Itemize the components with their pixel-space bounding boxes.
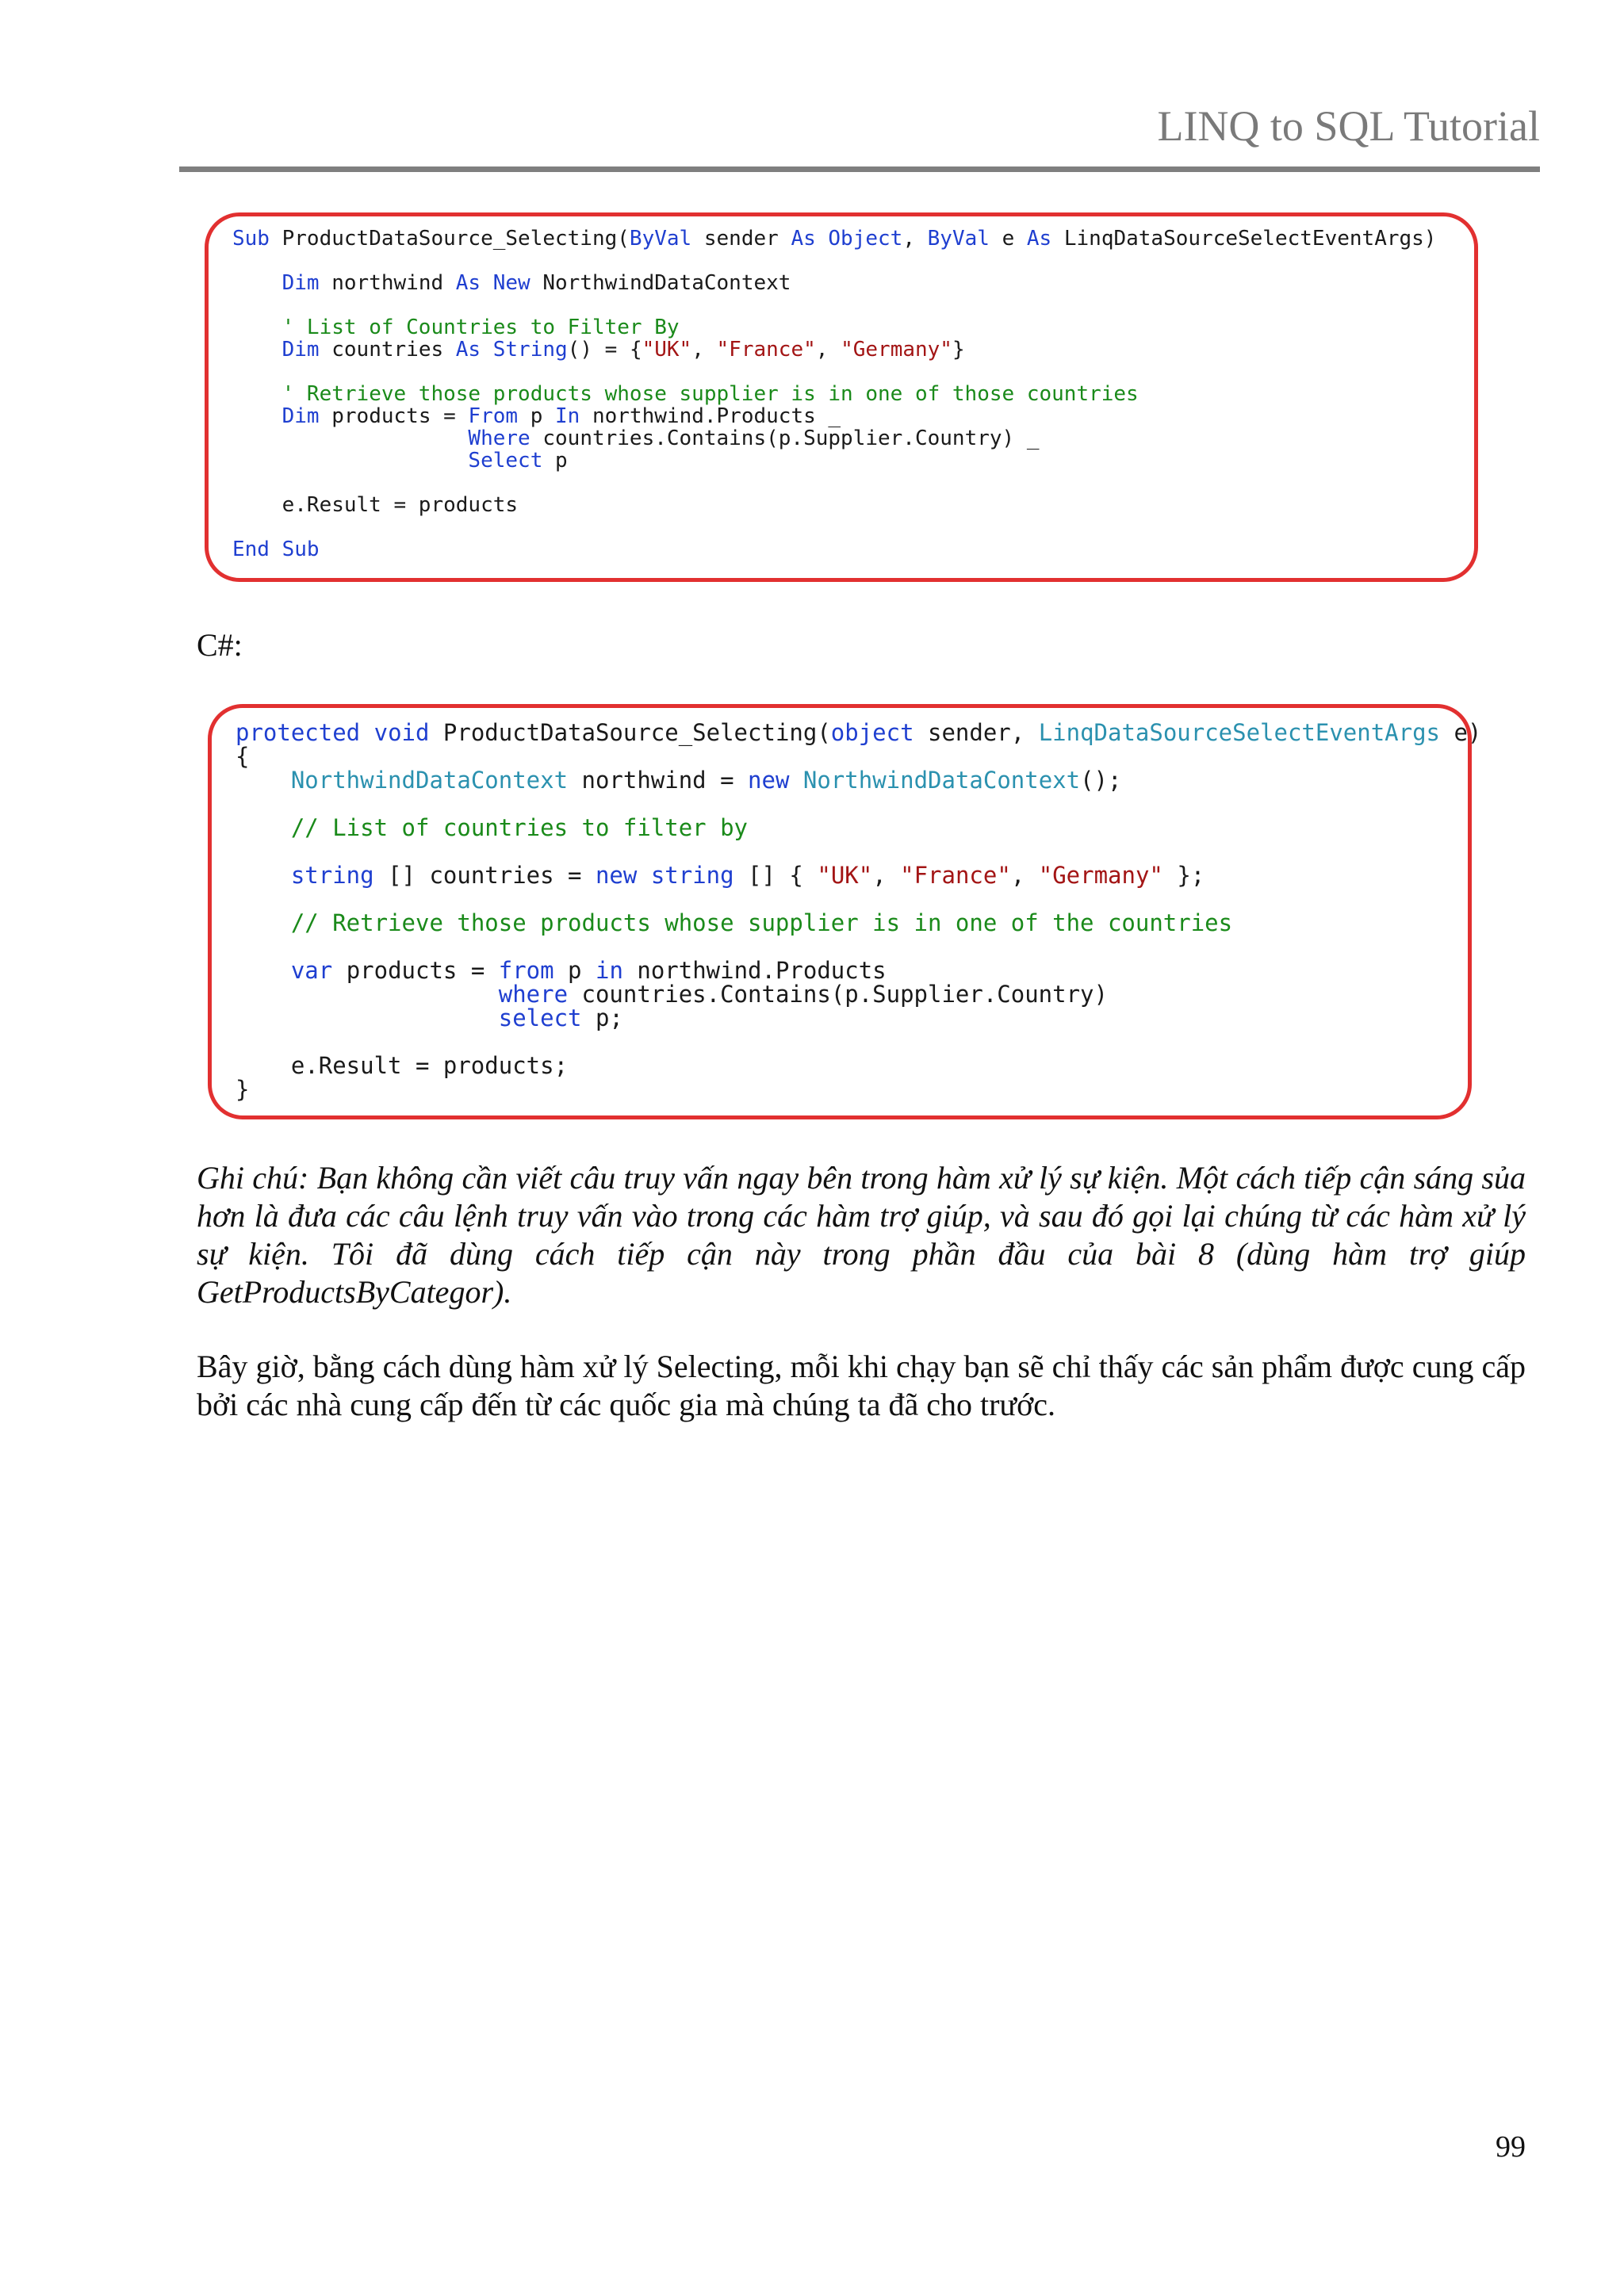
code-token: End Sub bbox=[232, 538, 320, 561]
code-token bbox=[481, 271, 493, 295]
code-token: , bbox=[691, 338, 717, 362]
code-token: "Germany" bbox=[1038, 862, 1163, 889]
code-token: ByVal bbox=[927, 227, 990, 251]
code-token: sender, bbox=[914, 719, 1039, 746]
code-token: northwind bbox=[319, 271, 456, 295]
code-token: e.Result = products bbox=[232, 493, 519, 517]
code-token: ProductDataSource_Selecting( bbox=[429, 719, 831, 746]
code-token bbox=[789, 767, 802, 794]
code-token: As bbox=[455, 338, 481, 362]
csharp-code-block bbox=[208, 704, 1482, 1119]
code-token: As bbox=[455, 271, 481, 295]
code-line bbox=[236, 1054, 1468, 1077]
code-line bbox=[232, 494, 1474, 516]
code-token: "France" bbox=[716, 338, 816, 362]
code-token bbox=[232, 338, 282, 362]
code-token: ' List of Countries to Filter By bbox=[282, 316, 680, 339]
code-token: in bbox=[595, 957, 623, 984]
code-line bbox=[232, 339, 1474, 361]
code-token bbox=[232, 404, 282, 428]
code-token: sender bbox=[691, 227, 791, 251]
code-line bbox=[232, 228, 1474, 250]
code-token: new bbox=[748, 767, 790, 794]
code-token: LinqDataSourceSelectEventArgs) bbox=[1051, 227, 1437, 251]
code-line bbox=[236, 935, 1468, 959]
code-token: From bbox=[468, 404, 519, 428]
code-line bbox=[232, 361, 1474, 383]
code-line bbox=[236, 719, 1482, 746]
code-token bbox=[232, 271, 282, 295]
code-line bbox=[236, 863, 1468, 887]
code-token bbox=[481, 338, 493, 362]
note-paragraph: Ghi chú: Bạn không cần viết câu truy vấn ngay bên trong hàm xử lý sự kiện. Một cách tiếp cận sáng sủa hơn là đưa các câu lệnh truy vấn vào trong các hàm trợ giúp, và sau đó gọi lại chúng từ các hàm xử lý sự kiện. Tôi đã dùng cách tiếp cận này trong phần đầu của bài 8 (dùng hàm trợ giúp GetProductsByCategor). bbox=[197, 1160, 1526, 1310]
code-token: countries bbox=[319, 338, 456, 362]
code-token: Object bbox=[828, 227, 903, 251]
code-token: void bbox=[373, 719, 430, 746]
code-token: "Germany" bbox=[841, 338, 952, 362]
code-token: countries.Contains(p.Supplier.Country) bbox=[568, 981, 1108, 1008]
code-token: "France" bbox=[900, 862, 1011, 889]
code-token: New bbox=[492, 271, 530, 295]
code-token: countries.Contains(p.Supplier.Country) _ bbox=[530, 427, 1040, 450]
code-token: () = { bbox=[567, 338, 642, 362]
code-token: , bbox=[1010, 862, 1039, 889]
code-token: } bbox=[952, 338, 965, 362]
code-token bbox=[236, 957, 291, 984]
code-token: from bbox=[498, 957, 554, 984]
code-line bbox=[232, 516, 1474, 538]
code-token: northwind.Products _ bbox=[580, 404, 841, 428]
code-line bbox=[232, 250, 1474, 272]
code-token: products = bbox=[319, 404, 469, 428]
code-token bbox=[236, 1004, 499, 1031]
code-line bbox=[236, 982, 1468, 1006]
code-token: Dim bbox=[282, 338, 320, 362]
code-token: ' Retrieve those products whose supplier is in one of those countries bbox=[282, 382, 1139, 406]
code-line bbox=[236, 744, 1468, 768]
code-token: NorthwindDataContext bbox=[802, 767, 1081, 794]
code-line bbox=[232, 450, 1474, 472]
code-line bbox=[236, 768, 1468, 792]
code-line bbox=[232, 294, 1474, 316]
code-line bbox=[232, 383, 1474, 405]
code-token: e.Result = products; bbox=[236, 1052, 569, 1079]
code-token: p bbox=[553, 957, 596, 984]
code-token: string bbox=[290, 862, 374, 889]
code-token: String bbox=[492, 338, 568, 362]
code-token: ProductDataSource_Selecting( bbox=[269, 227, 630, 251]
code-line bbox=[232, 538, 1474, 561]
code-token bbox=[360, 719, 373, 746]
code-token: northwind.Products bbox=[622, 957, 887, 984]
code-line bbox=[232, 472, 1474, 494]
code-token: { bbox=[236, 743, 250, 770]
code-token bbox=[232, 382, 282, 406]
vb-code-block bbox=[205, 212, 1478, 582]
code-token: e bbox=[989, 227, 1027, 251]
code-token: object bbox=[830, 719, 914, 746]
code-token: NorthwindDataContext bbox=[290, 767, 569, 794]
code-line bbox=[232, 405, 1474, 427]
code-line bbox=[236, 1077, 1468, 1101]
code-line bbox=[236, 887, 1468, 911]
code-line bbox=[236, 792, 1468, 816]
code-line bbox=[236, 1030, 1468, 1054]
page-number: 99 bbox=[1496, 2130, 1526, 2164]
code-token bbox=[232, 427, 468, 450]
code-token: new bbox=[595, 862, 638, 889]
code-token bbox=[236, 909, 291, 936]
code-token: // List of countries to filter by bbox=[290, 814, 749, 841]
code-token: products = bbox=[332, 957, 499, 984]
code-line bbox=[236, 816, 1468, 840]
code-token: Where bbox=[468, 427, 530, 450]
code-token bbox=[232, 449, 468, 473]
code-token bbox=[637, 862, 650, 889]
code-line bbox=[236, 1006, 1468, 1030]
code-token: Select bbox=[468, 449, 543, 473]
code-token: select bbox=[498, 1004, 582, 1031]
code-token bbox=[236, 814, 291, 841]
code-line bbox=[232, 427, 1474, 450]
code-token: p bbox=[542, 449, 568, 473]
header-rule bbox=[179, 166, 1540, 172]
code-line bbox=[236, 840, 1468, 863]
code-token: , bbox=[902, 227, 928, 251]
code-token bbox=[236, 981, 499, 1008]
code-token: // Retrieve those products whose supplier is in one of the countries bbox=[290, 909, 1233, 936]
code-token: LinqDataSourceSelectEventArgs bbox=[1038, 719, 1441, 746]
code-token: string bbox=[650, 862, 734, 889]
code-token: [] countries = bbox=[373, 862, 596, 889]
code-token: As bbox=[791, 227, 816, 251]
code-token: } bbox=[236, 1076, 250, 1103]
code-token bbox=[232, 316, 282, 339]
csharp-label: C#: bbox=[197, 627, 243, 663]
code-token: In bbox=[555, 404, 580, 428]
code-token bbox=[236, 862, 291, 889]
code-token: , bbox=[872, 862, 901, 889]
code-token: e) bbox=[1440, 719, 1482, 746]
code-token: var bbox=[290, 957, 333, 984]
code-token: "UK" bbox=[642, 338, 692, 362]
code-token: Dim bbox=[282, 271, 320, 295]
code-token: Dim bbox=[282, 404, 320, 428]
code-token: where bbox=[498, 981, 569, 1008]
code-token: p bbox=[518, 404, 556, 428]
code-token: Sub bbox=[232, 227, 270, 251]
code-line bbox=[236, 911, 1468, 935]
code-line bbox=[236, 959, 1468, 982]
page-header-title: LINQ to SQL Tutorial bbox=[1157, 102, 1540, 150]
code-line bbox=[232, 316, 1474, 339]
code-token: (); bbox=[1080, 767, 1122, 794]
code-token bbox=[236, 767, 291, 794]
code-token: protected bbox=[236, 719, 361, 746]
code-token: ByVal bbox=[629, 227, 692, 251]
code-token: As bbox=[1026, 227, 1052, 251]
code-token: northwind = bbox=[568, 767, 749, 794]
code-token: }; bbox=[1162, 862, 1205, 889]
code-token: NorthwindDataContext bbox=[530, 271, 791, 295]
body-paragraph: Bây giờ, bằng cách dùng hàm xử lý Selecting, mỗi khi chạy bạn sẽ chỉ thấy các sản phẩm được cung cấp bởi các nhà cung cấp đến từ các quốc gia mà chúng ta đã cho trước. bbox=[197, 1349, 1526, 1422]
code-line bbox=[232, 272, 1474, 294]
code-token: p; bbox=[581, 1004, 623, 1031]
code-token: , bbox=[815, 338, 841, 362]
code-token: "UK" bbox=[817, 862, 873, 889]
code-token: [] { bbox=[733, 862, 818, 889]
code-token bbox=[816, 227, 829, 251]
